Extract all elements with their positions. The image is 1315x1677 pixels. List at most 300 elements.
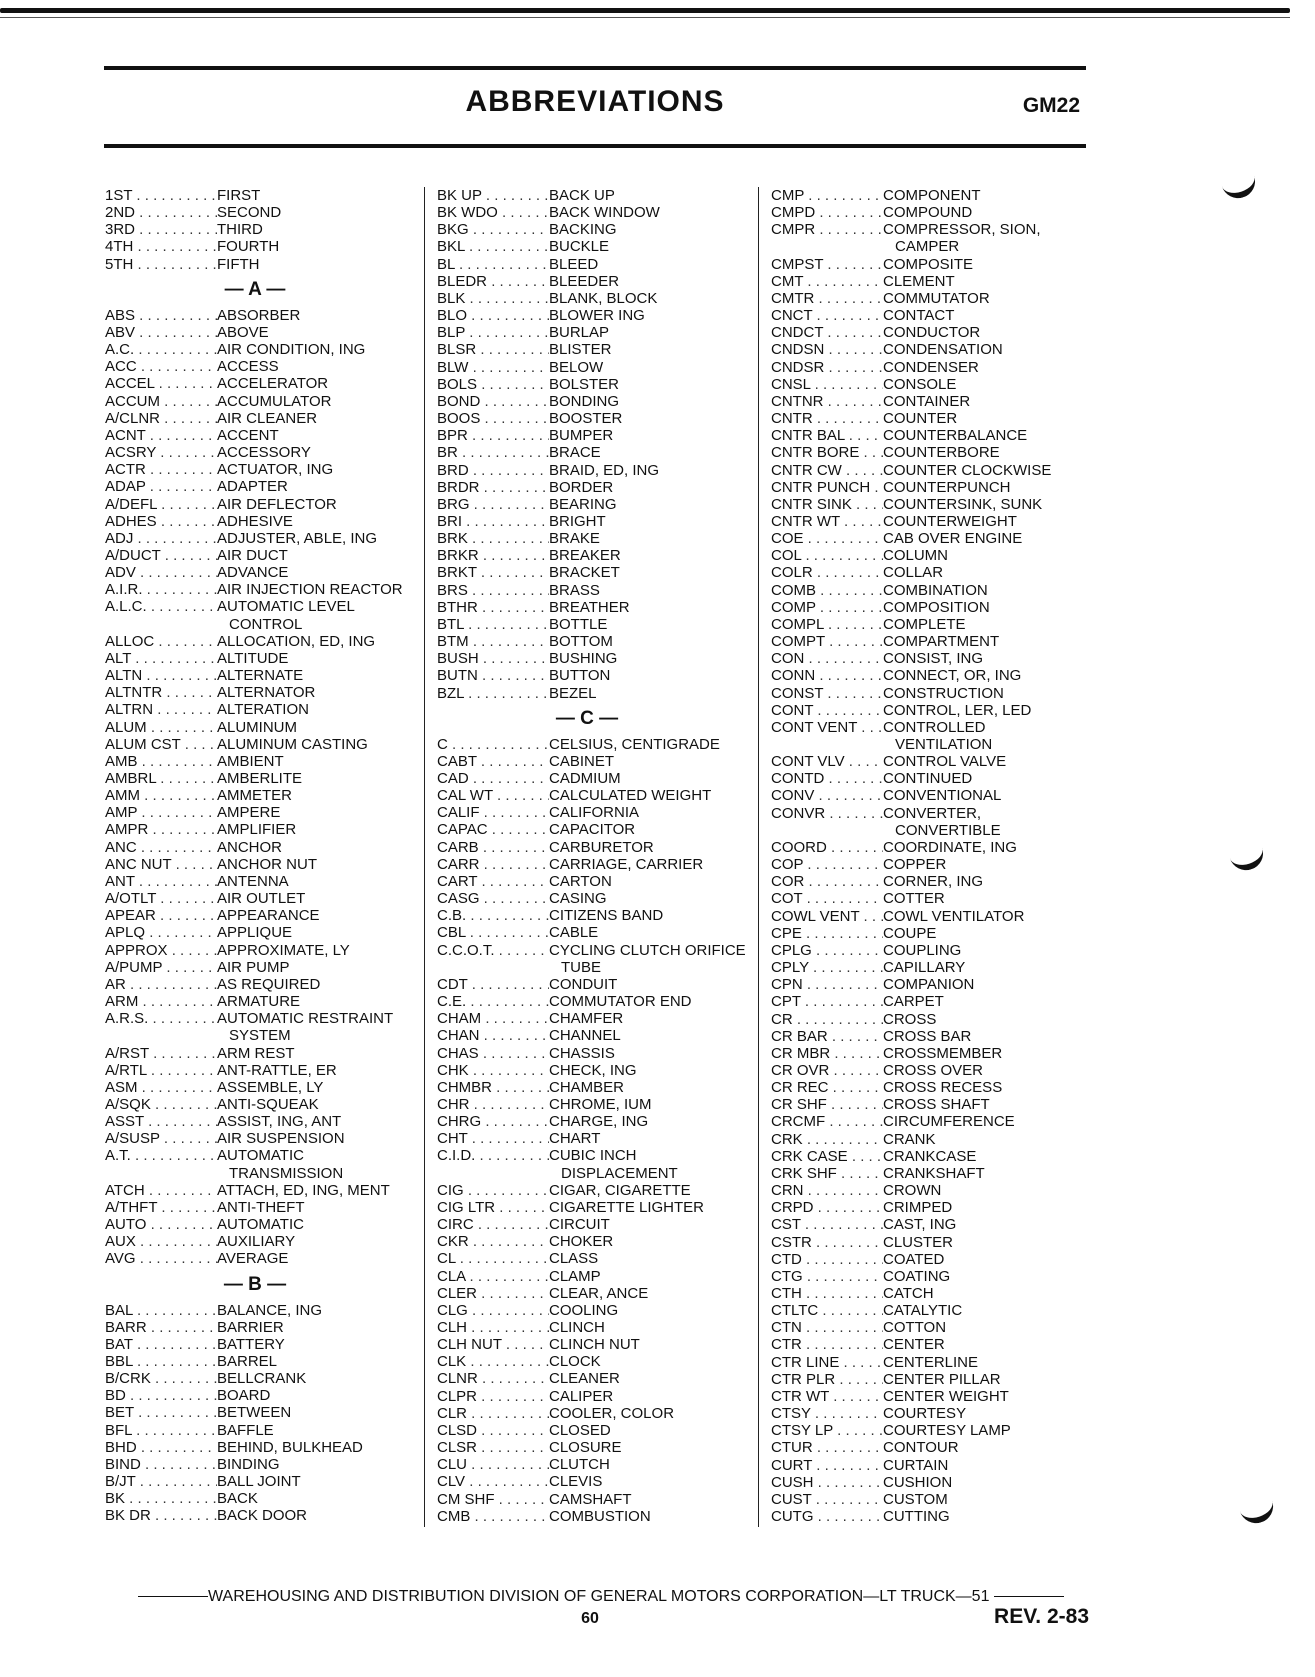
abbreviation-meaning: CONNECT, OR, ING	[883, 667, 1022, 685]
abbreviation-term: CLER . . .	[437, 1285, 549, 1302]
abbreviation-term: CLV . . .	[437, 1473, 549, 1490]
abbreviation-meaning: BOOSTER	[549, 410, 623, 428]
abbreviation-meaning: CLOSURE	[549, 1439, 622, 1457]
abbreviation-term: CLG . . .	[437, 1302, 549, 1319]
abbreviation-entry	[105, 1370, 425, 1387]
abbreviation-meaning: BRIGHT	[549, 512, 606, 530]
abbreviation-entry	[771, 702, 1081, 719]
abbreviation-term: CNDCT . . .	[771, 324, 883, 341]
abbreviation-term: CLU . . .	[437, 1456, 549, 1473]
abbreviation-meaning: CYCLING CLUTCH ORIFICE	[549, 941, 746, 959]
abbreviation-entry	[771, 1268, 1081, 1285]
abbreviation-term: CONN . . .	[771, 667, 883, 684]
abbreviation-term: CONT VENT . . .	[771, 719, 883, 736]
abbreviation-entry	[771, 1354, 1081, 1371]
abbreviation-meaning: BUCKLE	[549, 238, 610, 256]
document-code: GM22	[1022, 94, 1080, 117]
abbreviation-entry	[105, 650, 425, 667]
abbreviation-entry	[437, 1062, 757, 1079]
abbreviation-meaning: COUNTERBALANCE	[883, 427, 1028, 445]
abbreviation-entry	[437, 736, 757, 753]
abbreviation-entry	[771, 1011, 1081, 1028]
abbreviation-entry	[105, 770, 425, 787]
abbreviation-entry	[437, 1027, 757, 1044]
abbreviation-entry	[437, 753, 757, 770]
abbreviation-entry	[771, 204, 1081, 221]
abbreviation-entry	[771, 650, 1081, 667]
abbreviation-entry	[771, 1285, 1081, 1302]
entry-continuation: DISPLACEMENT	[561, 1164, 678, 1182]
abbreviation-term: BLP . . .	[437, 324, 549, 341]
abbreviation-term: BK . . .	[105, 1490, 217, 1507]
abbreviation-meaning: CONDENSATION	[883, 341, 1003, 359]
abbreviation-meaning: CENTER PILLAR	[883, 1370, 1001, 1388]
abbreviation-entry	[105, 187, 425, 204]
abbreviation-entry	[105, 1199, 425, 1216]
abbreviation-term: BRI . . .	[437, 513, 549, 530]
abbreviation-entry	[437, 599, 757, 616]
abbreviation-meaning: CENTER	[883, 1336, 945, 1354]
abbreviation-meaning: CRANKCASE	[883, 1147, 977, 1165]
abbreviation-entry	[771, 770, 1081, 787]
abbreviation-entry	[771, 1028, 1081, 1045]
abbreviation-term: CONVR . . .	[771, 805, 883, 822]
abbreviation-entry	[105, 667, 425, 684]
abbreviation-meaning: COPPER	[883, 856, 947, 874]
abbreviation-term: CNTR CW . . .	[771, 462, 883, 479]
abbreviation-entry	[437, 307, 757, 324]
abbreviation-meaning: COMMUTATOR END	[549, 993, 692, 1011]
abbreviation-meaning: COMPRESSOR, SION,	[883, 221, 1041, 239]
abbreviation-entry	[437, 324, 757, 341]
abbreviation-entry	[771, 1234, 1081, 1251]
abbreviation-term: COMP . . .	[771, 599, 883, 616]
abbreviation-entry	[437, 1216, 757, 1233]
abbreviation-meaning: CONVENTIONAL	[883, 787, 1002, 805]
abbreviation-meaning: CURTAIN	[883, 1456, 949, 1474]
abbreviation-meaning: CONTACT	[883, 307, 955, 325]
abbreviation-entry	[437, 187, 757, 204]
abbreviation-entry	[105, 856, 425, 873]
abbreviation-entry	[771, 667, 1081, 684]
abbreviation-meaning: AIR CLEANER	[217, 409, 318, 427]
abbreviation-term: COLR . . .	[771, 564, 883, 581]
abbreviation-term: CMP . . .	[771, 187, 883, 204]
abbreviation-term: CONST . . .	[771, 685, 883, 702]
abbreviation-entry	[437, 393, 757, 410]
abbreviation-term: CSTR . . .	[771, 1234, 883, 1251]
abbreviation-meaning: BATTERY	[217, 1335, 285, 1353]
abbreviation-term: COMPT . . .	[771, 633, 883, 650]
abbreviation-entry	[105, 221, 425, 238]
abbreviation-entry	[437, 1388, 757, 1405]
abbreviation-term: CLH NUT . . .	[437, 1336, 549, 1353]
abbreviation-meaning: COOLER, COLOR	[549, 1404, 675, 1422]
abbreviation-entry	[437, 1370, 757, 1387]
abbreviation-meaning: FIFTH	[217, 255, 260, 273]
abbreviation-entry	[771, 839, 1081, 856]
abbreviation-entry	[437, 1250, 757, 1267]
abbreviation-term: CNTR PUNCH . . .	[771, 479, 883, 496]
abbreviation-term: A/PUMP . . .	[105, 959, 217, 976]
abbreviation-entry	[771, 307, 1081, 324]
abbreviation-entry	[105, 461, 425, 478]
abbreviation-entry	[105, 1422, 425, 1439]
abbreviation-entry	[437, 1045, 757, 1062]
abbreviation-meaning: AUTOMATIC	[217, 1216, 304, 1234]
abbreviation-meaning: CLASS	[549, 1250, 599, 1268]
abbreviation-entry	[771, 496, 1081, 513]
abbreviation-meaning: FIRST	[217, 187, 261, 204]
abbreviation-term: BRK . . .	[437, 530, 549, 547]
abbreviation-meaning: CUBIC INCH	[549, 1147, 637, 1165]
abbreviation-entry	[105, 1507, 425, 1524]
abbreviation-meaning: BACK	[217, 1490, 258, 1508]
abbreviation-entry	[105, 736, 425, 753]
abbreviation-meaning: CROSS OVER	[883, 1061, 984, 1079]
abbreviation-meaning: BRAKE	[549, 530, 600, 548]
abbreviation-term: BLEDR . . .	[437, 273, 549, 290]
abbreviation-meaning: CHARGE, ING	[549, 1113, 649, 1131]
abbreviation-entry	[771, 221, 1081, 238]
abbreviation-term: COR . . .	[771, 873, 883, 890]
abbreviation-meaning: COUNTERPUNCH	[883, 478, 1011, 496]
abbreviation-meaning: ALLOCATION, ED, ING	[217, 632, 376, 650]
abbreviation-term: BUTN . . .	[437, 667, 549, 684]
abbreviation-entry	[771, 890, 1081, 907]
abbreviation-term: AMB . . .	[105, 753, 217, 770]
abbreviation-entry	[437, 221, 757, 238]
abbreviation-meaning: BLEED	[549, 255, 599, 273]
abbreviation-entry	[437, 1182, 757, 1199]
abbreviation-meaning: CALCULATED WEIGHT	[549, 787, 712, 805]
abbreviation-term: ADV . . .	[105, 564, 217, 581]
abbreviation-term: BRKR . . .	[437, 547, 549, 564]
abbreviation-meaning: CABINET	[549, 752, 615, 770]
entry-continuation: CONVERTIBLE	[895, 821, 1001, 839]
abbreviation-entry	[105, 873, 425, 890]
abbreviation-term: CNSL . . .	[771, 376, 883, 393]
abbreviation-meaning: CONVERTER,	[883, 804, 982, 822]
abbreviation-term: CNDSR . . .	[771, 359, 883, 376]
abbreviation-term: BBL . . .	[105, 1353, 217, 1370]
abbreviation-term: 2ND . . .	[105, 204, 217, 221]
abbreviation-term: BET . . .	[105, 1404, 217, 1421]
abbreviation-entry	[105, 1010, 425, 1027]
abbreviation-meaning: CAB OVER ENGINE	[883, 530, 1023, 548]
abbreviation-entry	[437, 582, 757, 599]
abbreviation-term: ALT . . .	[105, 650, 217, 667]
abbreviation-entry	[437, 890, 757, 907]
abbreviation-term: CMT . . .	[771, 273, 883, 290]
abbreviation-term: CMTR . . .	[771, 290, 883, 307]
abbreviation-meaning: CALIPER	[549, 1387, 614, 1405]
abbreviation-meaning: FOURTH	[217, 238, 280, 256]
abbreviation-meaning: CUTTING	[883, 1508, 950, 1526]
abbreviation-entry	[771, 582, 1081, 599]
abbreviation-meaning: BRACKET	[549, 564, 620, 582]
abbreviation-entry	[105, 890, 425, 907]
entry-continuation: CONTROL	[229, 615, 303, 633]
abbreviation-entry	[771, 1148, 1081, 1165]
abbreviation-term: BPR . . .	[437, 427, 549, 444]
abbreviation-meaning: CIGAR, CIGARETTE	[549, 1181, 691, 1199]
abbreviation-meaning: CONTINUED	[883, 770, 973, 788]
abbreviation-meaning: BRASS	[549, 581, 600, 599]
abbreviation-term: BARR . . .	[105, 1319, 217, 1336]
abbreviation-term: BLW . . .	[437, 359, 549, 376]
abbreviation-term: CLR . . .	[437, 1405, 549, 1422]
abbreviation-term: COT . . .	[771, 890, 883, 907]
abbreviation-term: CPLG . . .	[771, 942, 883, 959]
abbreviation-meaning: AMMETER	[217, 787, 292, 805]
abbreviation-term: BFL . . .	[105, 1422, 217, 1439]
abbreviation-term: CHT . . .	[437, 1130, 549, 1147]
abbreviation-entry	[771, 753, 1081, 770]
abbreviation-meaning: BURLAP	[549, 324, 610, 342]
abbreviation-entry	[437, 856, 757, 873]
abbreviation-entry	[771, 376, 1081, 393]
abbreviation-term: CLNR . . .	[437, 1370, 549, 1387]
abbreviation-entry	[771, 564, 1081, 581]
abbreviation-entry	[105, 1473, 425, 1490]
abbreviation-meaning: CATCH	[883, 1285, 934, 1302]
abbreviation-term: CNTNR . . .	[771, 393, 883, 410]
abbreviation-term: BTL . . .	[437, 616, 549, 633]
abbreviation-meaning: CLOSED	[549, 1421, 611, 1439]
abbreviation-meaning: ABSORBER	[217, 306, 301, 324]
abbreviation-term: BRS . . .	[437, 582, 549, 599]
abbreviation-term: ALTNTR . . .	[105, 684, 217, 701]
abbreviation-term: ACCUM . . .	[105, 393, 217, 410]
abbreviation-meaning: APPROXIMATE, LY	[217, 941, 350, 959]
abbreviation-term: ACTR . . .	[105, 461, 217, 478]
abbreviation-meaning: ALUMINUM CASTING	[217, 735, 368, 753]
abbreviation-entry	[105, 1302, 425, 1319]
abbreviation-entry	[437, 1319, 757, 1336]
abbreviation-term: CARR . . .	[437, 856, 549, 873]
abbreviation-entry	[105, 959, 425, 976]
abbreviation-term: A/DUCT . . .	[105, 547, 217, 564]
abbreviation-term: CALIF . . .	[437, 804, 549, 821]
abbreviation-meaning: COMBINATION	[883, 581, 988, 599]
abbreviation-entry	[437, 1130, 757, 1147]
abbreviation-term: CMPST . . .	[771, 256, 883, 273]
abbreviation-term: ACC . . .	[105, 358, 217, 375]
abbreviation-meaning: BETWEEN	[217, 1404, 292, 1422]
abbreviation-term: CNTR SINK . . .	[771, 496, 883, 513]
abbreviation-meaning: COMPONENT	[883, 187, 981, 204]
abbreviation-term: BK UP . . .	[437, 187, 549, 204]
abbreviation-term: CTSY . . .	[771, 1405, 883, 1422]
abbreviation-term: CAL WT . . .	[437, 787, 549, 804]
abbreviation-entry	[771, 1096, 1081, 1113]
abbreviation-entry	[771, 187, 1081, 204]
abbreviation-term: C.I.D. . . .	[437, 1147, 549, 1164]
abbreviation-term: A.R.S. . . .	[105, 1010, 217, 1027]
abbreviation-meaning: CHASSIS	[549, 1044, 615, 1062]
abbreviation-term: ABV . . .	[105, 324, 217, 341]
abbreviation-entry	[105, 564, 425, 581]
abbreviation-meaning: AS REQUIRED	[217, 975, 321, 993]
abbreviation-term: A.I.R. . . .	[105, 581, 217, 598]
abbreviation-term: BRKT . . .	[437, 564, 549, 581]
abbreviation-meaning: SECOND	[217, 204, 282, 222]
abbreviation-meaning: BARREL	[217, 1353, 278, 1370]
abbreviation-term: BKL . . .	[437, 238, 549, 255]
abbreviation-entry	[771, 787, 1081, 804]
section-heading: — C —	[555, 707, 619, 729]
abbreviation-entry	[105, 1113, 425, 1130]
abbreviation-entry	[105, 1439, 425, 1456]
abbreviation-term: BR . . .	[437, 444, 549, 461]
abbreviation-entry	[437, 821, 757, 838]
abbreviation-entry	[105, 1353, 425, 1370]
abbreviation-meaning: COWL VENTILATOR	[883, 907, 1025, 925]
entry-continuation: TUBE	[561, 958, 602, 976]
abbreviation-meaning: CONDUIT	[549, 975, 618, 993]
abbreviation-meaning: CIRCUIT	[549, 1216, 610, 1234]
abbreviation-meaning: CARBURETOR	[549, 838, 654, 856]
abbreviation-meaning: BELLCRANK	[217, 1370, 307, 1388]
abbreviation-term: CONTD . . .	[771, 770, 883, 787]
abbreviation-term: CAD . . .	[437, 770, 549, 787]
page-footer	[116, 1588, 1086, 1606]
abbreviation-term: AR . . .	[105, 976, 217, 993]
abbreviation-term: ACSRY . . .	[105, 444, 217, 461]
abbreviation-term: CR BAR . . .	[771, 1028, 883, 1045]
abbreviation-entry	[771, 273, 1081, 290]
abbreviation-meaning: CARRIAGE, CARRIER	[549, 855, 704, 873]
abbreviation-term: BLK . . .	[437, 290, 549, 307]
abbreviation-meaning: CLUTCH	[549, 1456, 610, 1474]
abbreviation-entry	[437, 564, 757, 581]
abbreviation-term: A/RTL . . .	[105, 1062, 217, 1079]
abbreviation-entry	[771, 427, 1081, 444]
abbreviation-entry	[437, 496, 757, 513]
abbreviation-meaning: CROSS BAR	[883, 1027, 972, 1045]
abbreviation-term: CART . . .	[437, 873, 549, 890]
abbreviation-meaning: COMBUSTION	[549, 1507, 651, 1525]
abbreviation-term: CTD . . .	[771, 1251, 883, 1268]
abbreviation-term: BTM . . .	[437, 633, 549, 650]
abbreviation-meaning: CARPET	[883, 993, 944, 1011]
abbreviation-term: CHAN . . .	[437, 1027, 549, 1044]
abbreviation-meaning: CLEVIS	[549, 1473, 603, 1491]
abbreviation-entry	[771, 1319, 1081, 1336]
abbreviation-term: CHR . . .	[437, 1096, 549, 1113]
abbreviation-meaning: BUMPER	[549, 427, 614, 445]
abbreviation-term: AUTO . . .	[105, 1216, 217, 1233]
top-border-rule	[0, 8, 1290, 13]
abbreviation-term: CUSH . . .	[771, 1474, 883, 1491]
abbreviation-term: COMB . . .	[771, 582, 883, 599]
abbreviation-term: CMB . . .	[437, 1508, 549, 1525]
abbreviation-meaning: ACCENT	[217, 426, 279, 444]
abbreviation-entry	[437, 1010, 757, 1027]
abbreviation-meaning: CARTON	[549, 872, 612, 890]
abbreviation-term: ACNT . . .	[105, 427, 217, 444]
abbreviation-term: CLA . . .	[437, 1268, 549, 1285]
abbreviation-meaning: BLEEDER	[549, 272, 620, 290]
abbreviation-term: CIG . . .	[437, 1182, 549, 1199]
abbreviation-term: CLPR . . .	[437, 1388, 549, 1405]
abbreviation-term: COWL VENT . . .	[771, 908, 883, 925]
abbreviation-meaning: CONSTRUCTION	[883, 684, 1004, 702]
abbreviation-entry	[437, 1147, 757, 1164]
abbreviation-meaning: AIR INJECTION REACTOR	[217, 581, 403, 599]
abbreviation-term: C.B. . . .	[437, 907, 549, 924]
abbreviation-entry	[437, 410, 757, 427]
abbreviation-term: B/JT . . .	[105, 1473, 217, 1490]
abbreviation-term: CABT . . .	[437, 753, 549, 770]
abbreviation-meaning: BREATHER	[549, 598, 630, 616]
abbreviation-meaning: CALIFORNIA	[549, 804, 640, 822]
abbreviation-entry	[105, 1456, 425, 1473]
abbreviation-term: CR . . .	[771, 1011, 883, 1028]
abbreviation-meaning: CLINCH	[549, 1319, 605, 1336]
abbreviation-meaning: COTTON	[883, 1319, 947, 1337]
abbreviation-entry	[105, 547, 425, 564]
abbreviation-term: CTR PLR . . .	[771, 1371, 883, 1388]
abbreviation-meaning: AIR DEFLECTOR	[217, 495, 337, 513]
abbreviation-entry	[105, 804, 425, 821]
abbreviation-meaning: BELOW	[549, 358, 604, 376]
abbreviation-term: COL . . .	[771, 547, 883, 564]
abbreviation-meaning: CHANNEL	[549, 1027, 621, 1045]
abbreviation-meaning: CRANK	[883, 1130, 936, 1148]
abbreviation-meaning: CONTROL, LER, LED	[883, 701, 1032, 719]
abbreviation-meaning: CROSSMEMBER	[883, 1044, 1003, 1062]
abbreviation-entry	[437, 1268, 757, 1285]
abbreviation-entry	[437, 1353, 757, 1370]
abbreviation-entry	[771, 462, 1081, 479]
abbreviation-entry	[771, 1371, 1081, 1388]
abbreviation-entry	[105, 1096, 425, 1113]
abbreviation-term: A/DEFL . . .	[105, 496, 217, 513]
abbreviation-term: BK WDO . . .	[437, 204, 549, 221]
abbreviation-entry	[771, 1199, 1081, 1216]
abbreviation-meaning: AUTOMATIC	[217, 1147, 304, 1165]
abbreviation-term: CRK . . .	[771, 1131, 883, 1148]
entry-continuation: CAMPER	[895, 238, 960, 256]
abbreviation-term: BUSH . . .	[437, 650, 549, 667]
abbreviation-meaning: CRANKSHAFT	[883, 1164, 985, 1182]
abbreviation-term: BKG . . .	[437, 221, 549, 238]
abbreviation-term: BHD . . .	[105, 1439, 217, 1456]
abbreviation-entry	[105, 633, 425, 650]
abbreviation-entry	[437, 1508, 757, 1525]
abbreviation-meaning: BUTTON	[549, 667, 611, 685]
abbreviation-meaning: AIR OUTLET	[217, 890, 306, 908]
abbreviation-term: CNTR WT . . .	[771, 513, 883, 530]
section-heading: — B —	[223, 1273, 287, 1295]
abbreviation-term: APEAR . . .	[105, 907, 217, 924]
abbreviation-entry	[437, 444, 757, 461]
abbreviation-meaning: AIR CONDITION, ING	[217, 341, 366, 359]
abbreviation-term: 1ST . . .	[105, 187, 217, 204]
abbreviation-meaning: COUPLING	[883, 941, 962, 959]
abbreviation-term: AMM . . .	[105, 787, 217, 804]
abbreviation-term: COE . . .	[771, 530, 883, 547]
abbreviation-entry	[105, 341, 425, 358]
abbreviation-meaning: CADMIUM	[549, 770, 621, 787]
abbreviation-term: CRN . . .	[771, 1182, 883, 1199]
abbreviation-entry	[771, 1508, 1081, 1525]
abbreviation-entry	[105, 839, 425, 856]
abbreviation-entry	[105, 753, 425, 770]
abbreviation-meaning: CHART	[549, 1130, 601, 1148]
